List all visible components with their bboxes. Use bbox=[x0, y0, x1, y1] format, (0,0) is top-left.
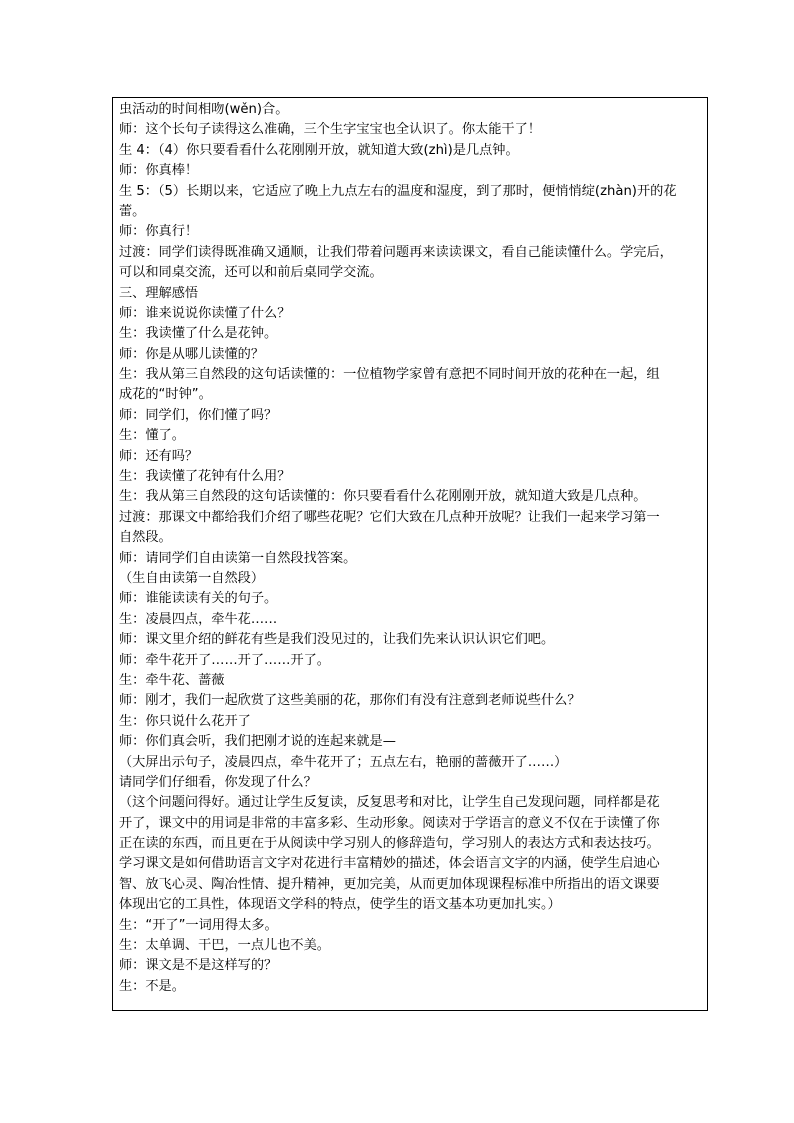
transcript-line: 生：不是。 bbox=[119, 978, 185, 994]
transcript-line: （这个问题问得好。通过让学生反复读，反复思考和对比，让学生自己发现问题，同样都是花 bbox=[119, 795, 660, 811]
transcript-line: 师：课文里介绍的鲜花有些是我们没见过的，让我们先来认识认识它们吧。 bbox=[119, 632, 555, 648]
transcript-line: 师：还有吗？ bbox=[119, 448, 199, 464]
transcript-line: 师：课文是不是这样写的？ bbox=[119, 958, 278, 974]
lesson-transcript-cell bbox=[112, 97, 708, 1011]
transcript-line: 过渡：同学们读得既准确又通顺，让我们带着问题再来读读课文，看自己能读懂什么。学完后， bbox=[119, 244, 673, 260]
transcript-line: 生：凌晨四点，牵牛花…… bbox=[119, 611, 278, 627]
transcript-line: 生：太单调、干巴，一点儿也不美。 bbox=[119, 938, 330, 954]
transcript-line: 生：我从第三自然段的这句话读懂的：你只要看看什么花刚刚开放，就知道大致是几点种。 bbox=[119, 489, 647, 505]
transcript-line: 师：这个长句子读得这么准确，三个生字宝宝也全认识了。你太能干了！ bbox=[119, 122, 541, 138]
transcript-line: 智、放飞心灵、陶冶性情、提升精神，更加完美，从而更加体现课程标准中所指出的语文课要 bbox=[119, 876, 660, 892]
transcript-line: 生：我读懂了什么是花钟。 bbox=[119, 326, 278, 342]
transcript-line: 蕾。 bbox=[119, 203, 146, 219]
transcript-line: 成花的“时钟”。 bbox=[119, 387, 212, 403]
transcript-line: 生：我读懂了花钟有什么用？ bbox=[119, 469, 291, 485]
transcript-text bbox=[119, 100, 705, 997]
transcript-line: （生自由读第一自然段） bbox=[119, 570, 265, 586]
transcript-line: 三、理解感悟 bbox=[119, 285, 199, 301]
transcript-line: 体现出它的工具性，体现语文学科的特点，使学生的语文基本功更加扎实。） bbox=[119, 897, 561, 913]
transcript-line: 生：“开了”一词用得太多。 bbox=[119, 917, 278, 933]
transcript-line: 师：你真行！ bbox=[119, 224, 199, 240]
transcript-line: 师：同学们，你们懂了吗？ bbox=[119, 407, 278, 423]
transcript-line: 师：你是从哪儿读懂的？ bbox=[119, 346, 265, 362]
transcript-line: 师：你们真会听，我们把刚才说的连起来就是— bbox=[119, 734, 396, 750]
transcript-line: 师：牵牛花开了……开了……开了。 bbox=[119, 652, 330, 668]
transcript-line: 师：刚才，我们一起欣赏了这些美丽的花，那你们有没有注意到老师说些什么？ bbox=[119, 693, 581, 709]
transcript-line: 生：牵牛花、蔷薇 bbox=[119, 672, 225, 688]
transcript-line: 生：我从第三自然段的这句话读懂的：一位植物学家曾有意把不同时间开放的花种在一起，组 bbox=[119, 367, 660, 383]
transcript-line: 师：你真棒！ bbox=[119, 163, 199, 179]
transcript-line: 生：懂了。 bbox=[119, 428, 185, 444]
transcript-line: 虫活动的时间相吻(wěn)合。 bbox=[119, 102, 289, 117]
transcript-line: 师：请同学们自由读第一自然段找答案。 bbox=[119, 550, 357, 566]
transcript-line: 师：谁能读读有关的句子。 bbox=[119, 591, 278, 607]
transcript-line: 学习课文是如何借助语言文字对花进行丰富精妙的描述，体会语言文字的内涵，使学生启迪心 bbox=[119, 856, 660, 872]
transcript-line: 可以和同桌交流，还可以和前后桌同学交流。 bbox=[119, 265, 383, 281]
transcript-line: 自然段。 bbox=[119, 530, 172, 546]
transcript-line: （大屏出示句子，凌晨四点，牵牛花开了；五点左右，艳丽的蔷薇开了……） bbox=[119, 754, 568, 770]
transcript-line: 过渡：那课文中都给我们介绍了哪些花呢？它们大致在几点种开放呢？让我们一起来学习第一 bbox=[119, 509, 660, 525]
transcript-line: 师：谁来说说你读懂了什么？ bbox=[119, 305, 291, 321]
transcript-line: 请同学们仔细看，你发现了什么？ bbox=[119, 774, 317, 790]
transcript-line: 生 5：（5）长期以来，它适应了晚上九点左右的温度和湿度，到了那时，便悄悄绽(zhàn)开的花 bbox=[119, 183, 677, 199]
transcript-line: 正在读的东西，而且更在于从阅读中学习别人的修辞造句，学习别人的表达方式和表达技巧。 bbox=[119, 836, 660, 852]
transcript-line: 开了，课文中的用词是非常的丰富多彩、生动形象。阅读对于学语言的意义不仅在于读懂了你 bbox=[119, 815, 660, 831]
transcript-line: 生：你只说什么花开了 bbox=[119, 713, 251, 729]
transcript-line: 生 4：（4）你只要看看什么花刚刚开放，就知道大致(zhì)是几点钟。 bbox=[119, 142, 519, 158]
